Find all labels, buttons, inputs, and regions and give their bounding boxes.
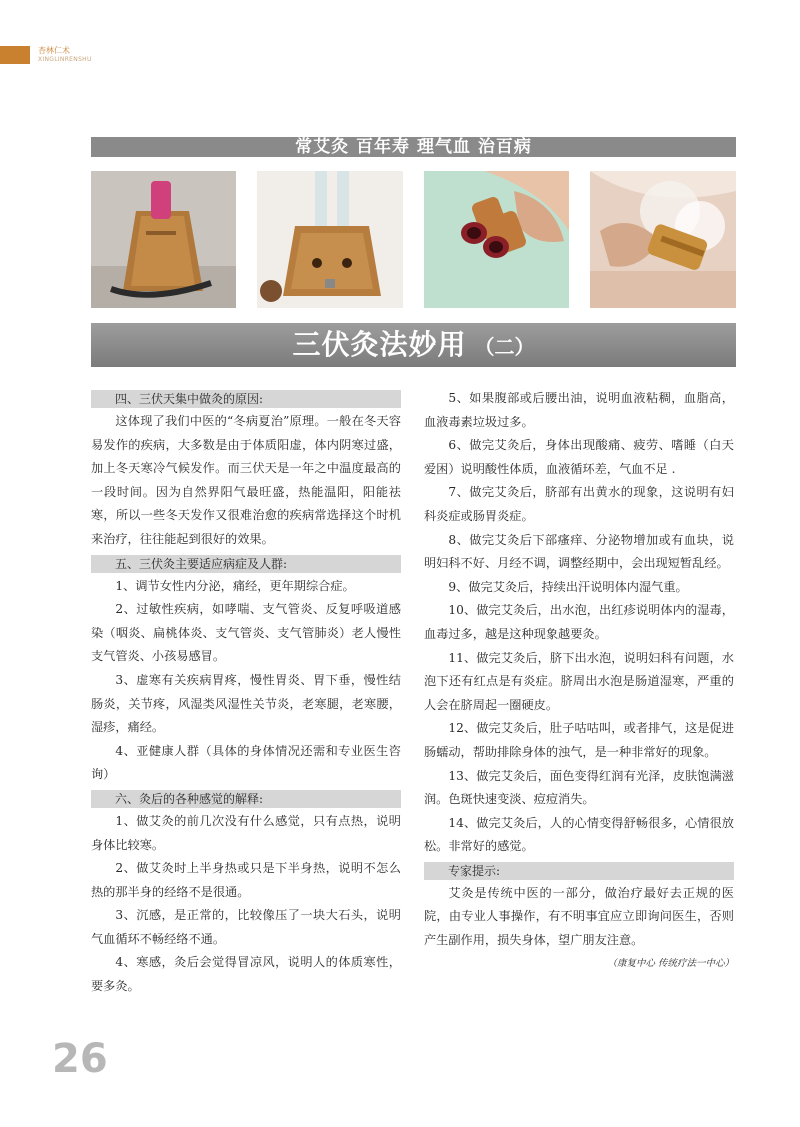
section-5-item: 3、虚寒有关疾病胃疼，慢性胃炎、胃下垂，慢性结肠炎，关节疼，风湿类风湿性关节炎，老寒腿，老寒腰，湿疹，痛经。 bbox=[91, 672, 401, 735]
article-subtitle: （二） bbox=[474, 335, 535, 359]
section-6-item: 6、做完艾灸后，身体出现酸痛、疲劳、嗜睡（白天爱困）说明酸性体质，血液循环差，气血不足 . bbox=[424, 438, 734, 476]
right-column bbox=[424, 387, 734, 973]
section-6-item: 10、做完艾灸后，出水泡，出红疹说明体内的湿毒，血毒过多，越是这种现象越要灸。 bbox=[424, 603, 734, 641]
article-title-bar bbox=[91, 323, 736, 367]
expert-tip-text: 艾灸是传统中医的一部分，做治疗最好去正规的医院，由专业人事操作，有不明事宜应立即询问医生，否则产生副作用，损失身体，望广朋友注意。 bbox=[424, 885, 734, 948]
article-title: 三伏灸法妙用 bbox=[292, 328, 467, 361]
slogan-banner: 常艾灸 百年寿 理气血 治百病 bbox=[91, 137, 736, 157]
photo-moxa-cylinders-hand bbox=[424, 171, 569, 308]
section-6-item: 8、做完艾灸后下部瘙痒、分泌物增加或有血块，说明妇科不好、月经不调，调整经期中，会出现短暂乱经。 bbox=[424, 532, 734, 571]
section-6-item: 5、如果腹部或后腰出油，说明血液粘稠，血脂高，血液毒素垃圾过多。 bbox=[424, 391, 734, 429]
section-6-item: 3、沉感，是正常的，比较像压了一块大石头，说明气血循环不畅经络不通。 bbox=[91, 908, 401, 946]
section-5-item: 1、调节女性内分泌，痛经，更年期综合症。 bbox=[115, 578, 355, 593]
header-accent-block bbox=[0, 46, 30, 64]
section-6-item: 14、做完艾灸后，人的心情变得舒畅很多，心情很放松。非常好的感觉。 bbox=[424, 815, 734, 854]
section-5-item: 4、亚健康人群（具体的身体情况还需和专业医生咨询） bbox=[91, 743, 401, 782]
expert-tip-heading: 专家提示: bbox=[424, 862, 734, 880]
left-column bbox=[91, 387, 401, 999]
section-4-paragraph: 这体现了我们中医的“冬病夏治”原理。一般在冬天容易发作的疾病，大多数是由于体质阳虚，体内阴寒过盛，加上冬天寒冷气候发作。而三伏天是一年之中温度最高的一段时间。因为自然界阳气最旺盛，热能温阳，阳能祛寒，所以一些冬天发作又很难治愈的疾病常选择这个时机来治疗，往往能起到很好的效果。 bbox=[91, 414, 401, 546]
section-heading-6: 六、灸后的各种感觉的解释: bbox=[91, 790, 401, 808]
section-6-item: 12、做完艾灸后，肚子咕咕叫，或者排气，这是促进肠蠕动，帮助排除身体的浊气，是一种非常好的现象。 bbox=[424, 721, 734, 759]
source-signature: （康复中心 传统疗法一中心） bbox=[607, 957, 734, 969]
section-6-item: 9、做完艾灸后，持续出汗说明体内湿气重。 bbox=[448, 579, 688, 594]
section-6-item: 11、做完艾灸后，脐下出水泡，说明妇科有问题，水泡下还有红点是有炎症。脐周出水泡是肠道湿寒，严重的人会在脐周起一圈硬皮。 bbox=[424, 650, 734, 712]
photo-moxa-box-stick bbox=[91, 171, 236, 308]
photo-moxa-tube-smoke bbox=[590, 171, 736, 308]
section-6-item: 2、做艾灸时上半身热或只是下半身热，说明不怎么热的那半身的经络不是很通。 bbox=[91, 861, 401, 899]
section-heading-4: 四、三伏天集中做灸的原因: bbox=[91, 390, 401, 408]
section-6-item: 1、做艾灸的前几次没有什么感觉，只有点热，说明身体比较寒。 bbox=[91, 813, 401, 852]
header-brand-en: XINGLINRENSHU bbox=[38, 56, 92, 63]
section-6-item: 13、做完艾灸后，面色变得红润有光泽，皮肤饱满滋润。色斑快速变淡、痘痘消失。 bbox=[424, 768, 734, 807]
page-number: 26 bbox=[52, 1036, 108, 1082]
header-brand-cn: 杏林仁术 bbox=[38, 46, 70, 55]
section-6-item: 7、做完艾灸后，脐部有出黄水的现象，这说明有妇科炎症或肠胃炎症。 bbox=[424, 485, 734, 523]
section-5-item: 2、过敏性疾病，如哮喘、支气管炎、反复呼吸道感染（咽炎、扁桃体炎、支气管炎、支气管肺炎）老人慢性支气管炎、小孩易感冒。 bbox=[91, 602, 401, 664]
section-heading-5: 五、三伏灸主要适应病症及人群: bbox=[91, 555, 401, 573]
photo-moxa-box-holes bbox=[257, 171, 403, 308]
section-6-item: 4、寒感，灸后会觉得冒凉风，说明人的体质寒性，要多灸。 bbox=[91, 955, 401, 994]
